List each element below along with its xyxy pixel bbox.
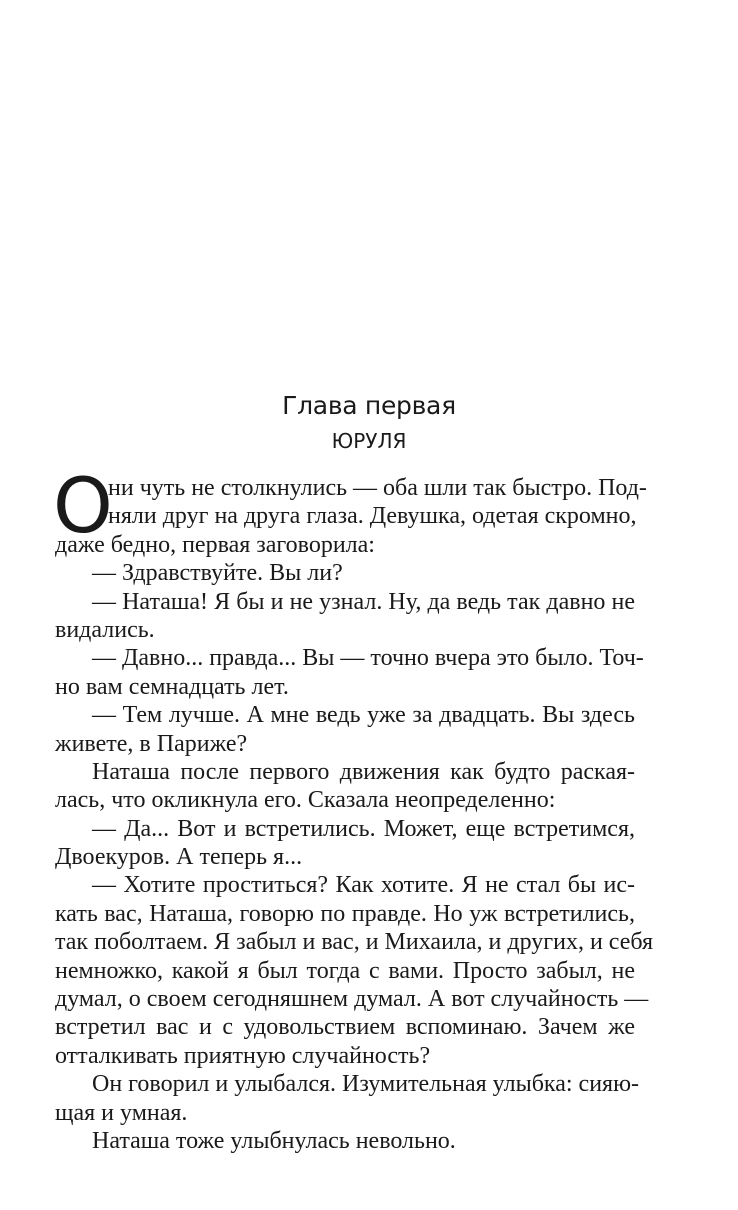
text-line: няли друг на друга глаза. Девушка, одетая скромно, [108, 503, 637, 530]
text-line: лась, что окликнула его. Сказала неопределенно: [55, 787, 556, 814]
text-line: встретил вас и с удовольствием вспоминаю. Зачем же [55, 1014, 635, 1041]
text-line: — Здравствуйте. Вы ли? [92, 560, 343, 587]
body-text [53, 461, 654, 1155]
text-line: отталкивать приятную случайность? [55, 1042, 431, 1069]
text-line: немножко, какой я был тогда с вами. Просто забыл, не [55, 957, 635, 984]
text-line: живете, в Париже? [55, 730, 248, 757]
text-line: кать вас, Наташа, говорю по правде. Но уж встретились, [55, 900, 635, 927]
text-line: Двоекуров. А теперь я... [55, 844, 303, 871]
text-line: но вам семнадцать лет. [55, 673, 289, 700]
text-line: — Давно... правда... Вы — точно вчера это было. Точ- [92, 645, 644, 672]
text-line: думал, о своем сегодняшнем думал. А вот случайность — [55, 986, 649, 1013]
text-line: Наташа тоже улыбнулась невольно. [92, 1127, 456, 1154]
text-line: Наташа после первого движения как будто раская- [92, 758, 635, 785]
text-line: ни чуть не столкнулись — оба шли так быстро. Под- [108, 475, 647, 501]
text-line: Он говорил и улыбался. Изумительная улыбка: сияю- [92, 1071, 639, 1098]
chapter-subtitle: ЮРУЛЯ [331, 429, 407, 453]
text-line: — Тем лучше. А мне ведь уже за двадцать. Вы здесь [92, 702, 635, 729]
text-line: — Да... Вот и встретились. Может, еще встретимся, [92, 815, 635, 842]
chapter-title: Глава первая [282, 391, 456, 420]
text-line: так поболтаем. Я забыл и вас, и Михаила, и других, и себя [55, 929, 654, 956]
text-line: видались. [55, 616, 155, 643]
text-line: щая и умная. [55, 1099, 188, 1126]
text-line: даже бедно, первая заговорила: [55, 531, 375, 558]
drop-cap: О [53, 461, 113, 550]
text-line: — Наташа! Я бы и не узнал. Ну, да ведь так давно не [92, 588, 635, 615]
text-line: — Хотите проститься? Как хотите. Я не стал бы ис- [92, 872, 635, 899]
